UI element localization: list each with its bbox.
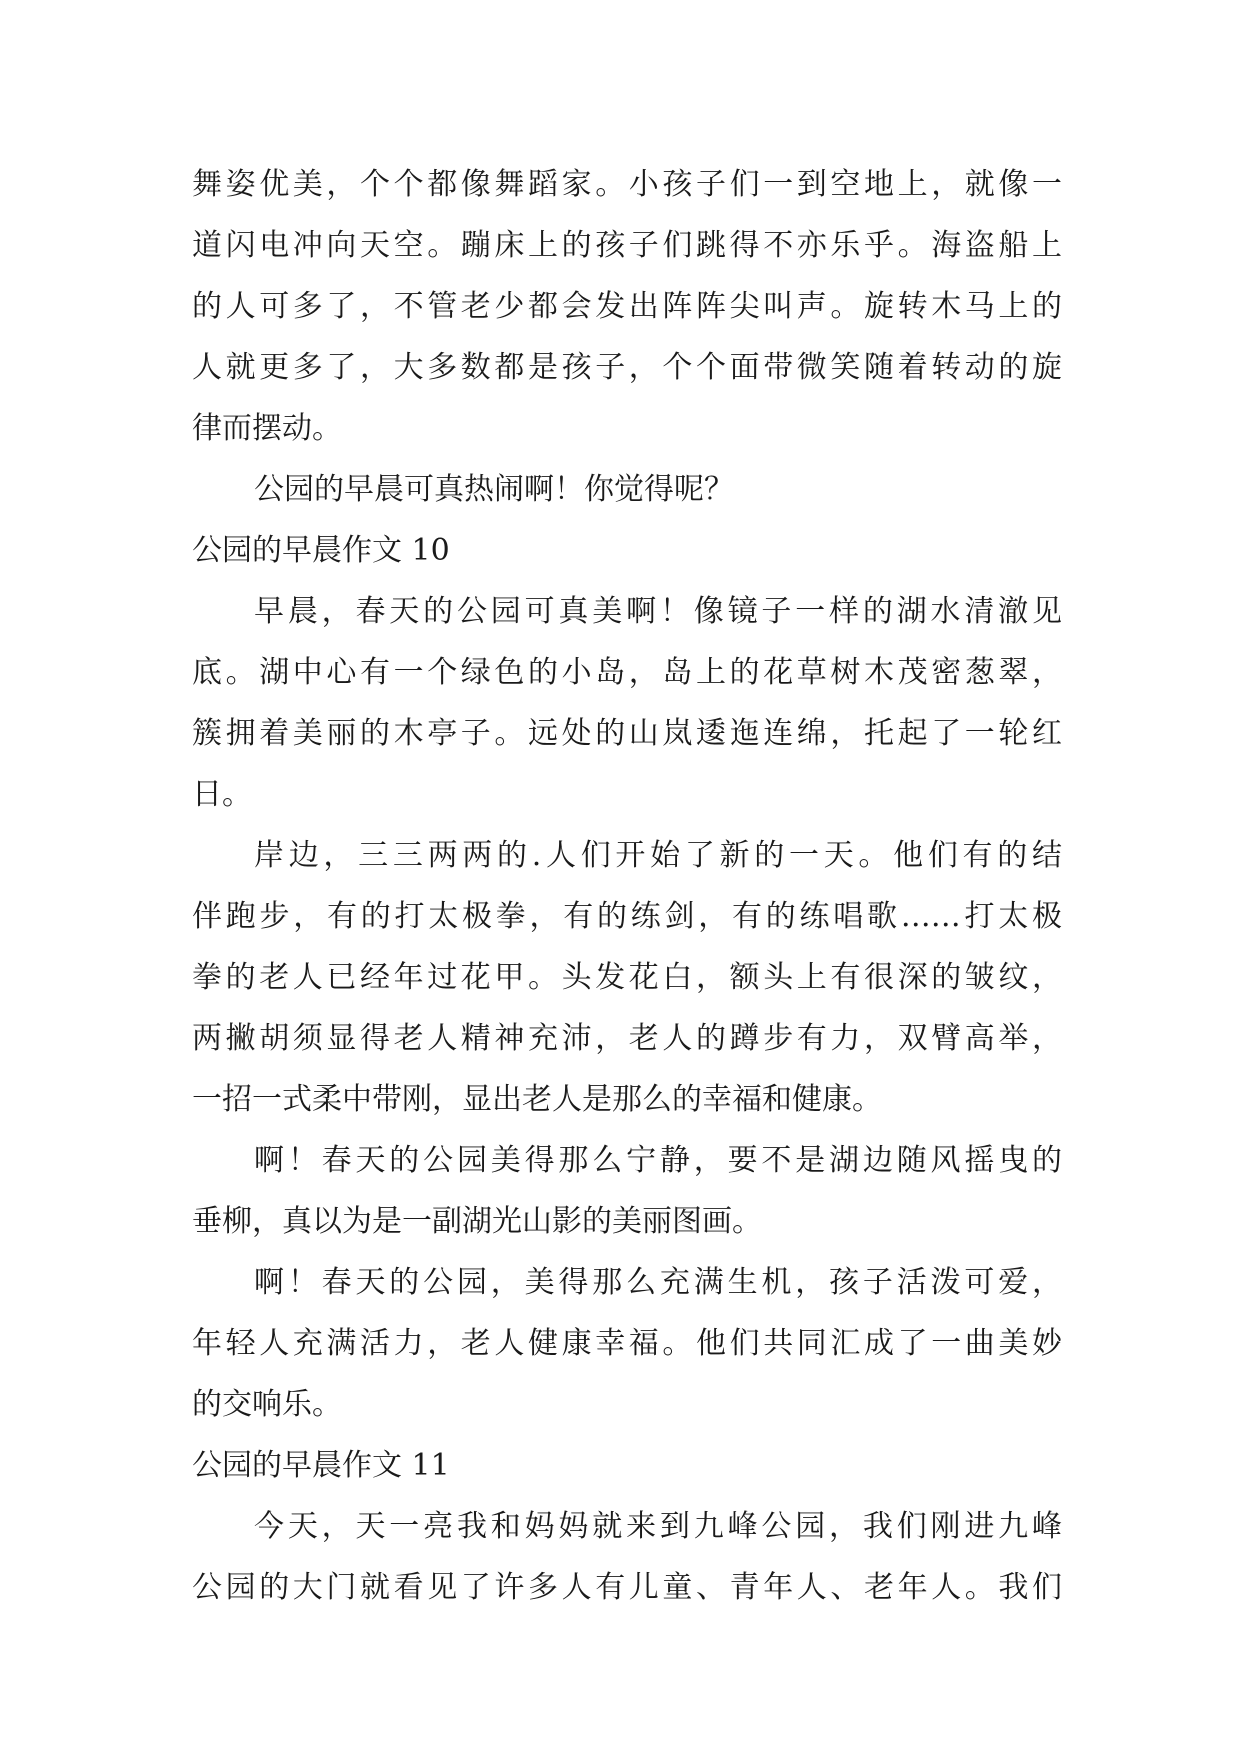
text-line: 日。: [192, 777, 252, 812]
section-heading: 公园的早晨作文 10: [192, 533, 450, 568]
text-line: 舞姿优美，个个都像舞蹈家。小孩子们一到空地上，就像一: [192, 167, 1062, 202]
text-line: 年轻人充满活力，老人健康幸福。他们共同汇成了一曲美妙: [192, 1326, 1062, 1361]
text-line: 簇拥着美丽的木亭子。远处的山岚逶迤连绵，托起了一轮红: [192, 716, 1062, 751]
section-heading: 公园的早晨作文 11: [192, 1448, 450, 1483]
paragraph-first-line: 岸边，三三两两的.人们开始了新的一天。他们有的结: [254, 838, 1062, 873]
paragraph-first-line: 公园的早晨可真热闹啊！你觉得呢？: [254, 472, 734, 507]
text-line: 伴跑步，有的打太极拳，有的练剑，有的练唱歌……打太极: [192, 899, 1062, 934]
text-line: 一招一式柔中带刚，显出老人是那么的幸福和健康。: [192, 1082, 882, 1117]
text-line: 垂柳，真以为是一副湖光山影的美丽图画。: [192, 1204, 762, 1239]
text-line: 两撇胡须显得老人精神充沛，老人的蹲步有力，双臂高举，: [192, 1021, 1062, 1056]
text-line: 道闪电冲向天空。蹦床上的孩子们跳得不亦乐乎。海盗船上: [192, 228, 1062, 263]
text-line: 公园的大门就看见了许多人有儿童、青年人、老年人。我们: [192, 1570, 1062, 1605]
paragraph-first-line: 啊！春天的公园，美得那么充满生机，孩子活泼可爱，: [254, 1265, 1062, 1300]
text-line: 律而摆动。: [192, 411, 342, 446]
text-line: 底。湖中心有一个绿色的小岛，岛上的花草树木茂密葱翠，: [192, 655, 1062, 690]
text-line: 人就更多了，大多数都是孩子，个个面带微笑随着转动的旋: [192, 350, 1062, 385]
document-body: [192, 154, 1062, 1618]
paragraph-first-line: 今天，天一亮我和妈妈就来到九峰公园，我们刚进九峰: [254, 1509, 1062, 1544]
text-line: 的交响乐。: [192, 1387, 342, 1422]
text-line: 的人可多了，不管老少都会发出阵阵尖叫声。旋转木马上的: [192, 289, 1062, 324]
paragraph-first-line: 早晨，春天的公园可真美啊！像镜子一样的湖水清澈见: [254, 594, 1062, 629]
paragraph-first-line: 啊！春天的公园美得那么宁静，要不是湖边随风摇曳的: [254, 1143, 1062, 1178]
text-line: 拳的老人已经年过花甲。头发花白，额头上有很深的皱纹，: [192, 960, 1062, 995]
